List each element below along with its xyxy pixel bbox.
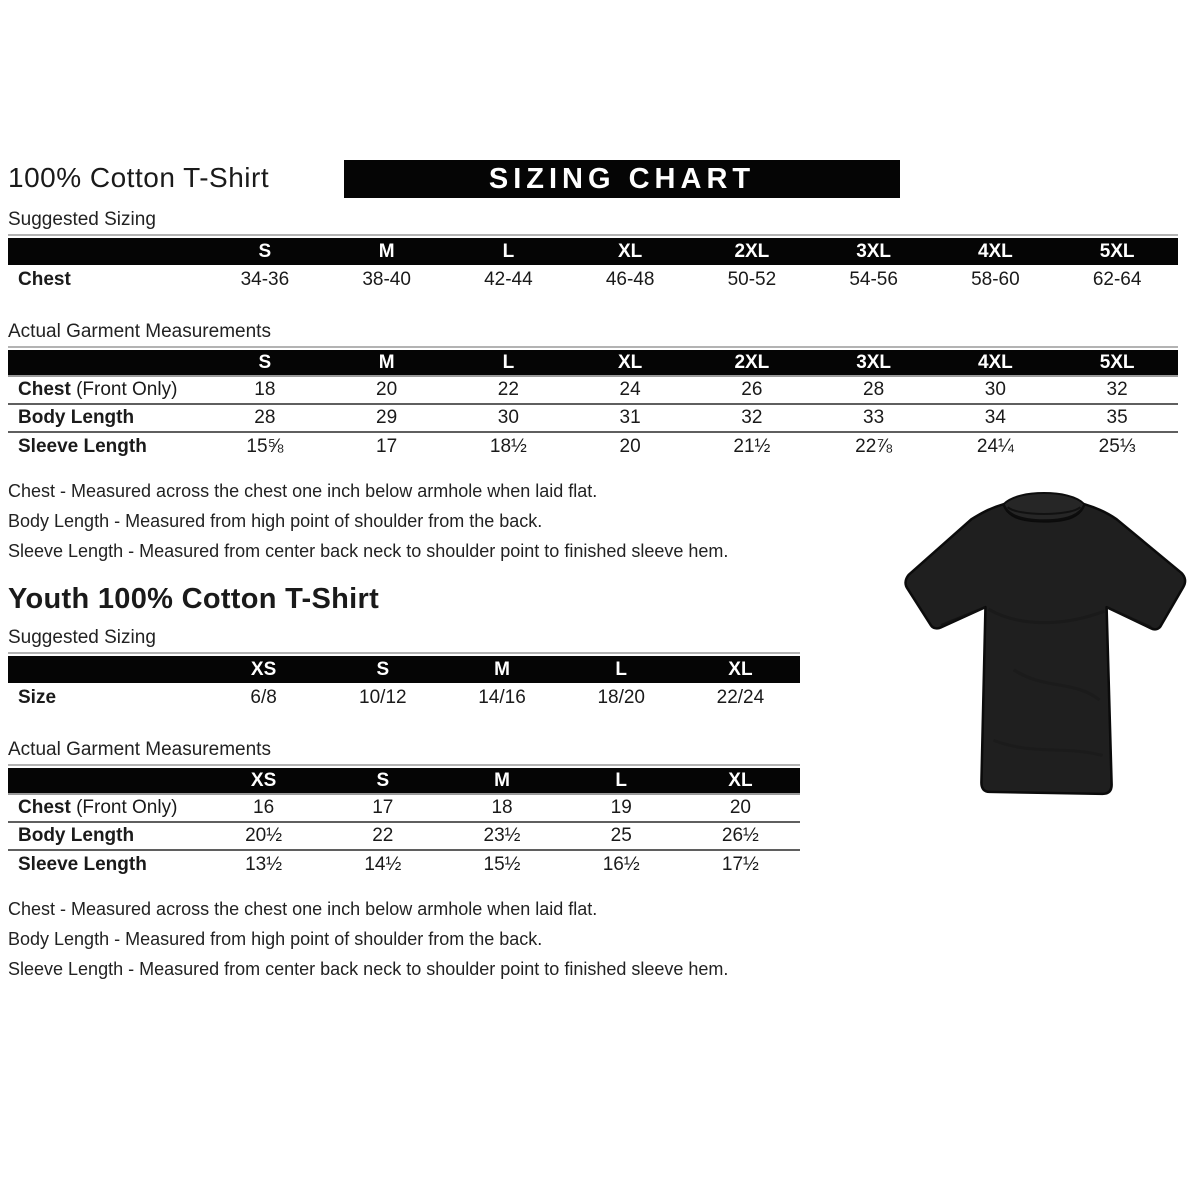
value-cell: 6/8 <box>250 686 277 708</box>
value-cell: 18 <box>254 379 276 400</box>
row-label: Chest (Front Only) <box>18 797 178 818</box>
table-row-size <box>8 683 800 712</box>
column-header: M <box>494 658 510 680</box>
column-header: 3XL <box>856 351 892 373</box>
value-cell: 17 <box>372 797 394 818</box>
value-cell: 29 <box>376 407 398 428</box>
value-cell: 20 <box>619 436 641 457</box>
column-header: 5XL <box>1099 240 1135 262</box>
value-cell: 30 <box>984 379 1006 400</box>
adult-suggested-heading: Suggested Sizing <box>8 209 1178 236</box>
value-cell: 21½ <box>733 436 771 457</box>
adult-suggested-table-header <box>8 238 1178 265</box>
table-row-sleeve-length <box>8 433 1178 461</box>
value-cell: 30 <box>497 407 519 428</box>
column-header: S <box>376 658 390 680</box>
value-cell: 17 <box>376 436 398 457</box>
value-cell: 34 <box>984 407 1006 428</box>
column-header: L <box>502 351 515 373</box>
value-cell: 24 <box>619 379 641 400</box>
table-row-chest-front-only <box>8 377 1178 405</box>
value-cell: 22 <box>497 379 519 400</box>
note-line: Chest - Measured across the chest one inch below armhole when laid flat. <box>8 899 598 919</box>
table-row-chest-front-only <box>8 795 800 823</box>
column-header: XL <box>617 351 643 373</box>
value-cell: 15⅝ <box>246 436 284 457</box>
value-cell: 34-36 <box>240 268 290 290</box>
youth-measurement-notes <box>8 894 1178 984</box>
value-cell: 46-48 <box>605 268 655 290</box>
column-header: L <box>502 240 515 262</box>
column-header: S <box>258 240 272 262</box>
youth-actual-heading: Actual Garment Measurements <box>8 739 800 766</box>
column-header: 5XL <box>1099 351 1135 373</box>
column-header: XL <box>728 658 753 680</box>
value-cell: 23½ <box>483 825 521 846</box>
note-line: Body Length - Measured from high point of shoulder from the back. <box>8 929 543 949</box>
note-line: Chest - Measured across the chest one inch below armhole when laid flat. <box>8 481 598 501</box>
table-row-body-length <box>8 823 800 851</box>
black-tshirt-image <box>892 488 1196 806</box>
value-cell: 10/12 <box>359 686 407 708</box>
column-header: M <box>378 240 395 262</box>
column-header: L <box>615 658 628 680</box>
value-cell: 20 <box>729 797 751 818</box>
tshirt-graphic <box>892 488 1196 806</box>
value-cell: 28 <box>254 407 276 428</box>
value-cell: 32 <box>741 407 763 428</box>
column-header: M <box>378 351 395 373</box>
value-cell: 17½ <box>721 854 759 875</box>
value-cell: 24¼ <box>976 436 1014 457</box>
column-header: L <box>615 769 628 791</box>
value-cell: 54-56 <box>849 268 898 290</box>
adult-suggested-table <box>8 238 1178 294</box>
table-row-sleeve-length <box>8 851 800 879</box>
row-label: Size <box>18 686 57 708</box>
youth-actual-table-header <box>8 768 800 795</box>
column-header: S <box>258 351 272 373</box>
row-label: Sleeve Length <box>18 436 147 457</box>
value-cell: 25 <box>610 825 632 846</box>
row-label: Chest <box>18 268 71 290</box>
column-header: M <box>494 769 510 791</box>
column-header: 4XL <box>977 240 1013 262</box>
table-row-body-length <box>8 405 1178 433</box>
column-header: 3XL <box>856 240 892 262</box>
column-header: XL <box>728 769 753 791</box>
value-cell: 22⅞ <box>855 436 893 457</box>
value-cell: 20 <box>376 379 398 400</box>
value-cell: 50-52 <box>727 268 777 290</box>
value-cell: 15½ <box>483 854 521 875</box>
value-cell: 20½ <box>245 825 283 846</box>
column-header: 2XL <box>734 240 770 262</box>
value-cell: 58-60 <box>971 268 1020 290</box>
value-cell: 62-64 <box>1092 268 1142 290</box>
value-cell: 42-44 <box>484 268 533 290</box>
value-cell: 38-40 <box>362 268 411 290</box>
adult-actual-table-header <box>8 350 1178 377</box>
row-label: Sleeve Length <box>18 854 147 875</box>
column-header: XL <box>617 240 643 262</box>
value-cell: 22/24 <box>716 686 765 708</box>
row-label: Chest (Front Only) <box>18 379 178 400</box>
youth-suggested-table <box>8 656 800 712</box>
value-cell: 14/16 <box>478 686 526 708</box>
value-cell: 18/20 <box>597 686 645 708</box>
note-line: Sleeve Length - Measured from center back neck to shoulder point to finished sleeve hem. <box>8 541 729 561</box>
header-row <box>8 160 1178 198</box>
note-line: Sleeve Length - Measured from center back neck to shoulder point to finished sleeve hem. <box>8 959 729 979</box>
adult-actual-heading: Actual Garment Measurements <box>8 321 1178 348</box>
value-cell: 13½ <box>245 854 283 875</box>
value-cell: 32 <box>1106 379 1128 400</box>
youth-suggested-table-header <box>8 656 800 683</box>
value-cell: 18 <box>491 797 513 818</box>
note-line: Body Length - Measured from high point of shoulder from the back. <box>8 511 543 531</box>
youth-title: Youth 100% Cotton T-Shirt <box>8 583 380 615</box>
youth-suggested-heading: Suggested Sizing <box>8 627 800 654</box>
value-cell: 22 <box>372 825 394 846</box>
table-row-chest <box>8 265 1178 294</box>
value-cell: 33 <box>863 407 885 428</box>
column-header: 2XL <box>734 351 770 373</box>
adult-actual-table <box>8 350 1178 461</box>
column-header: XS <box>250 658 277 680</box>
value-cell: 16 <box>253 797 275 818</box>
column-header: 4XL <box>977 351 1013 373</box>
value-cell: 31 <box>619 407 641 428</box>
youth-actual-table <box>8 768 800 879</box>
column-header: S <box>376 769 390 791</box>
row-label: Body Length <box>18 825 135 846</box>
row-label: Body Length <box>18 407 135 428</box>
value-cell: 26 <box>741 379 763 400</box>
value-cell: 28 <box>863 379 885 400</box>
value-cell: 16½ <box>602 854 640 875</box>
column-header: XS <box>250 769 277 791</box>
value-cell: 25⅓ <box>1098 436 1136 457</box>
value-cell: 19 <box>610 797 632 818</box>
sizing-chart-banner: SIZING CHART <box>344 160 900 198</box>
page-title: 100% Cotton T-Shirt <box>8 162 270 193</box>
value-cell: 35 <box>1106 407 1128 428</box>
value-cell: 26½ <box>721 825 759 846</box>
value-cell: 14½ <box>364 854 402 875</box>
value-cell: 18½ <box>489 436 527 457</box>
